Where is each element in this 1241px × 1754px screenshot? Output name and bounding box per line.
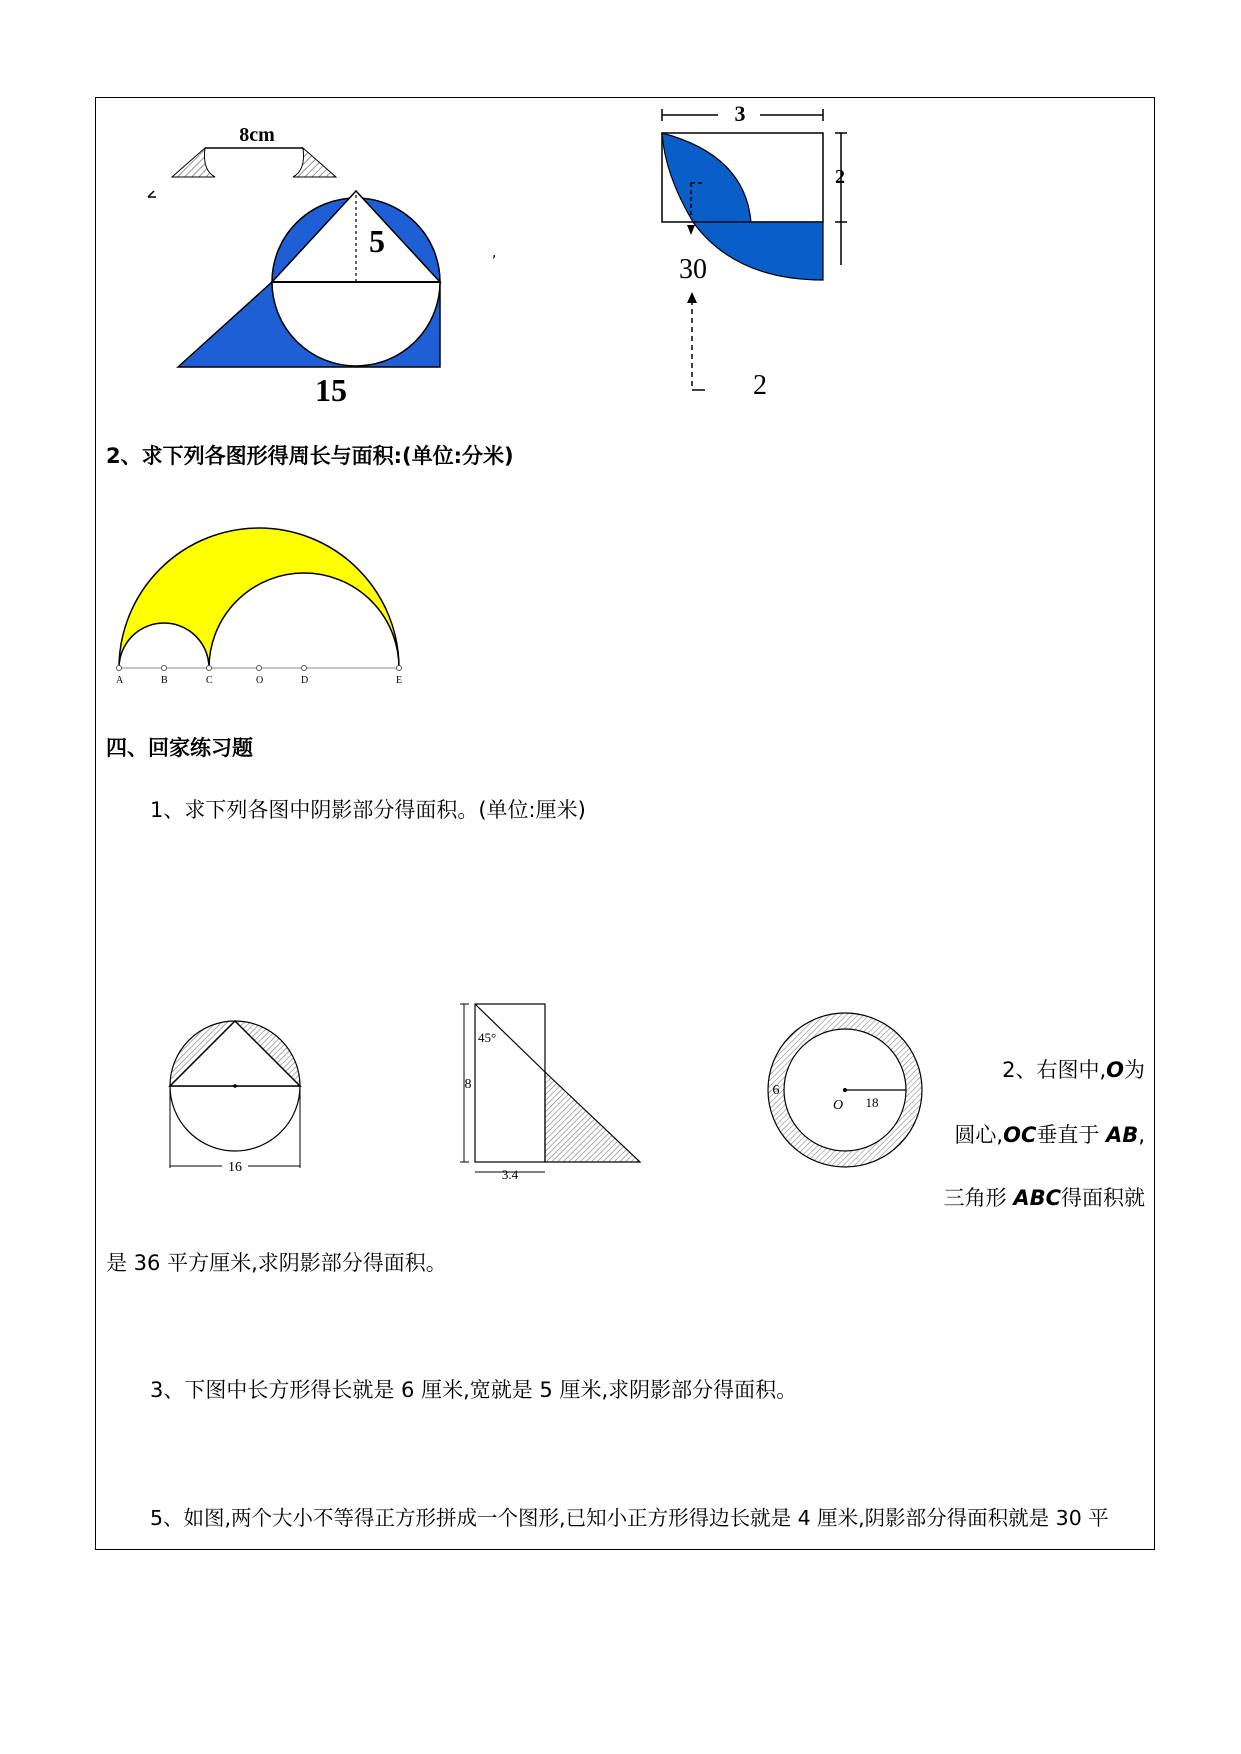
point-B: B — [161, 675, 168, 686]
rect-height-label: 8 — [464, 1077, 472, 1092]
stray-mark: , — [492, 245, 497, 261]
figure-rectangle-blue-lens — [655, 105, 885, 405]
ring-outer-label: 6 — [772, 1083, 780, 1098]
q2-line2-prefix: 圆心, — [954, 1123, 1004, 1147]
q2-line1 — [880, 1060, 1145, 1081]
ring-radius-label: 18 — [865, 1095, 879, 1110]
fig2-angle-label: 30 — [679, 254, 707, 285]
point-O: O — [256, 675, 264, 686]
fig2-side-label: 2 — [753, 370, 767, 401]
figure-circle-triangle-blue — [140, 115, 480, 415]
fig1-height-label: 5 — [369, 223, 385, 259]
q2-line4: 是 36 平方厘米,求阴影部分得面积。 — [106, 1251, 447, 1275]
fig1-top-dim: 8cm — [239, 124, 275, 146]
q2-line3 — [880, 1188, 1145, 1209]
q2-line3-suffix: 得面积就 — [1061, 1186, 1145, 1210]
point-A: A — [116, 675, 124, 686]
figure-circle-triangle-hatched — [160, 1010, 320, 1180]
rect-base-label: 3.4 — [501, 1167, 519, 1180]
q2-line1-prefix: 2、右图中, — [1002, 1058, 1107, 1082]
section4-heading: 四、回家练习题 — [106, 736, 253, 760]
q2-ABC: ABC — [1013, 1186, 1061, 1210]
question-3: 3、下图中长方形得长就是 6 厘米,宽就是 5 厘米,求阴影部分得面积。 — [150, 1378, 798, 1402]
figure-rectangle-triangle-hatched — [455, 998, 650, 1180]
point-C: C — [206, 675, 213, 686]
q2-line1-suffix: 为 — [1124, 1058, 1145, 1082]
fig2-width-label: 3 — [734, 105, 746, 126]
q2-AB: AB — [1106, 1123, 1139, 1147]
figure-ring-hatched — [760, 1005, 930, 1175]
ring-center-label: O — [832, 1098, 844, 1113]
q2-line2-suffix: , — [1138, 1123, 1145, 1147]
point-D: D — [301, 675, 309, 686]
question-5: 5、如图,两个大小不等得正方形拼成一个图形,已知小正方形得边长就是 4 厘米,阴影部分得面积就是 30 平 — [150, 1506, 1109, 1530]
question-1: 1、求下列各图中阴影部分得面积。(单位:厘米) — [150, 798, 586, 822]
q2-line2-mid: 垂直于 — [1036, 1123, 1100, 1147]
q2-OC: OC — [1003, 1123, 1037, 1147]
q2-line3-prefix: 三角形 — [943, 1186, 1007, 1210]
figure-crescent — [105, 515, 415, 690]
q2-line2 — [880, 1125, 1145, 1146]
circle-diameter-label: 16 — [228, 1160, 242, 1175]
q2-O: O — [1106, 1058, 1124, 1082]
section2-heading: 2、求下列各图形得周长与面积:(单位:分米) — [106, 444, 514, 468]
rect-angle-label: 45° — [478, 1030, 497, 1045]
fig2-height-label: 2 — [835, 166, 845, 188]
fig1-bottom-dim: 15 — [315, 372, 347, 408]
point-E: E — [396, 675, 403, 686]
